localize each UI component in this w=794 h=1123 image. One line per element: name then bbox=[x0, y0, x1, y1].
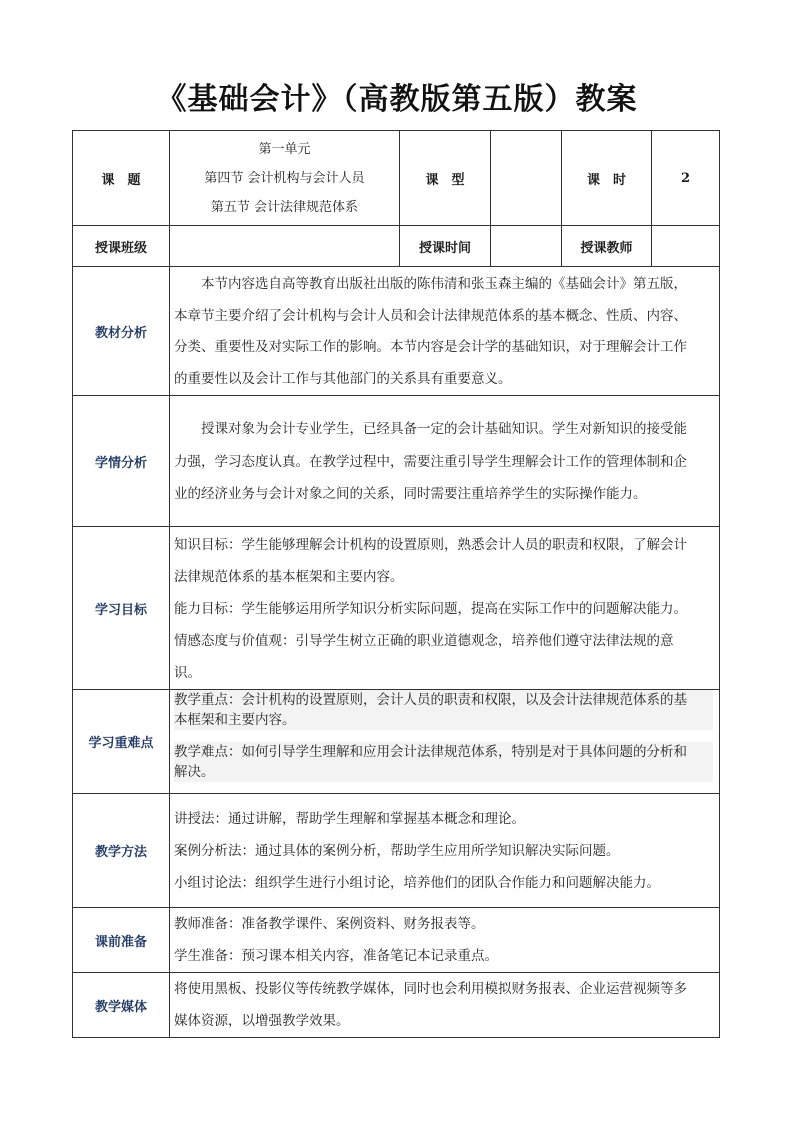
teacher-value bbox=[652, 226, 720, 267]
section-preparation bbox=[73, 908, 720, 973]
content-line: 解决。 bbox=[174, 764, 215, 780]
time-label: 授课时间 bbox=[400, 226, 491, 267]
content-line: 业的经济业务与会计对象之间的关系，同时需要注重培养学生的实际操作能力。 bbox=[174, 485, 647, 502]
content-line: 教学难点：如何引导学生理解和应用会计法律规范体系，特别是对于具体问题的分析和 bbox=[174, 744, 687, 760]
content-line: 媒体资源，以增强教学效果。 bbox=[174, 1013, 350, 1029]
section-learners bbox=[73, 396, 720, 527]
content-line: 教师准备：准备教学课件、案例资料、财务报表等。 bbox=[174, 916, 485, 932]
content-line: 本框架和主要内容。 bbox=[174, 712, 296, 728]
section-label: 教学方法 bbox=[73, 794, 170, 908]
content-line: 小组讨论法：组织学生进行小组讨论，培养他们的团队合作能力和问题解决能力。 bbox=[174, 875, 660, 891]
topic-line: 第一单元 bbox=[258, 141, 311, 157]
header-row-topic bbox=[73, 131, 720, 226]
section-label: 教学媒体 bbox=[73, 973, 170, 1038]
content-line: 本节内容选自高等教育出版社出版的陈伟清和张玉森主编的《基础会计》第五版， bbox=[201, 276, 687, 292]
lesson-plan-table bbox=[72, 130, 720, 1038]
content-line: 分类、重要性及对实际工作的影响。本节内容是会计学的基础知识，对于理解会计工作 bbox=[174, 339, 687, 355]
section-label: 课前准备 bbox=[73, 908, 170, 973]
section-content bbox=[170, 794, 720, 908]
section-content bbox=[170, 527, 720, 690]
difficulty-block bbox=[174, 742, 713, 782]
content-line: 情感态度与价值观：引导学生树立正确的职业道德观念，培养他们遵守法律法规的意 bbox=[174, 633, 674, 649]
section-content bbox=[170, 973, 720, 1038]
hours-value: 2 bbox=[652, 131, 720, 226]
section-label: 学习目标 bbox=[73, 527, 170, 690]
content-line: 能力目标：学生能够运用所学知识分析实际问题，提高在实际工作中的问题解决能力。 bbox=[174, 601, 687, 617]
content-line: 识。 bbox=[174, 665, 201, 681]
section-label: 教材分析 bbox=[73, 267, 170, 396]
section-label: 学习重难点 bbox=[73, 690, 170, 794]
content-line: 力强，学习态度认真。在教学过程中，需要注重引导学生理解会计工作的管理体制和企 bbox=[174, 453, 687, 470]
content-line: 法律规范体系的基本框架和主要内容。 bbox=[174, 569, 404, 585]
key-point-block bbox=[174, 690, 713, 730]
hours-label: 课 时 bbox=[562, 131, 652, 226]
content-line: 案例分析法：通过具体的案例分析，帮助学生应用所学知识解决实际问题。 bbox=[174, 843, 620, 859]
section-methods bbox=[73, 794, 720, 908]
class-value bbox=[170, 226, 400, 267]
section-textbook bbox=[73, 267, 720, 396]
topic-line: 第五节 会计法律规范体系 bbox=[210, 199, 359, 215]
content-line: 授课对象为会计专业学生，已经具备一定的会计基础知识。学生对新知识的接受能 bbox=[201, 421, 687, 437]
teacher-label: 授课教师 bbox=[562, 226, 652, 267]
content-line: 将使用黑板、投影仪等传统教学媒体，同时也会利用模拟财务报表、企业运营视频等多 bbox=[174, 981, 687, 997]
section-objectives bbox=[73, 527, 720, 690]
section-label: 学情分析 bbox=[73, 396, 170, 527]
content-line: 本章节主要介绍了会计机构与会计人员和会计法律规范体系的基本概念、性质、内容、 bbox=[174, 307, 687, 324]
section-media bbox=[73, 973, 720, 1038]
section-key-points bbox=[73, 690, 720, 794]
content-line: 知识目标：学生能够理解会计机构的设置原则，熟悉会计人员的职责和权限，了解会计 bbox=[174, 537, 687, 553]
topic-value bbox=[170, 131, 400, 226]
type-label: 课 型 bbox=[400, 131, 491, 226]
header-row-class bbox=[73, 226, 720, 267]
section-content bbox=[170, 267, 720, 396]
type-value bbox=[491, 131, 562, 226]
content-line: 教学重点：会计机构的设置原则，会计人员的职责和权限，以及会计法律规范体系的基 bbox=[174, 692, 687, 708]
class-label: 授课班级 bbox=[73, 226, 170, 267]
document-title: 《基础会计》（高教版第五版）教案 bbox=[156, 82, 638, 117]
time-value bbox=[491, 226, 562, 267]
section-content bbox=[170, 396, 720, 527]
content-line: 学生准备：预习课本相关内容，准备笔记本记录重点。 bbox=[174, 948, 498, 964]
content-line: 的重要性以及会计工作与其他部门的关系具有重要意义。 bbox=[174, 370, 512, 387]
content-line: 讲授法：通过讲解，帮助学生理解和掌握基本概念和理论。 bbox=[174, 811, 525, 827]
topic-label: 课 题 bbox=[73, 131, 170, 226]
section-content bbox=[170, 690, 720, 794]
topic-line: 第四节 会计机构与会计人员 bbox=[204, 170, 365, 186]
section-content bbox=[170, 908, 720, 973]
